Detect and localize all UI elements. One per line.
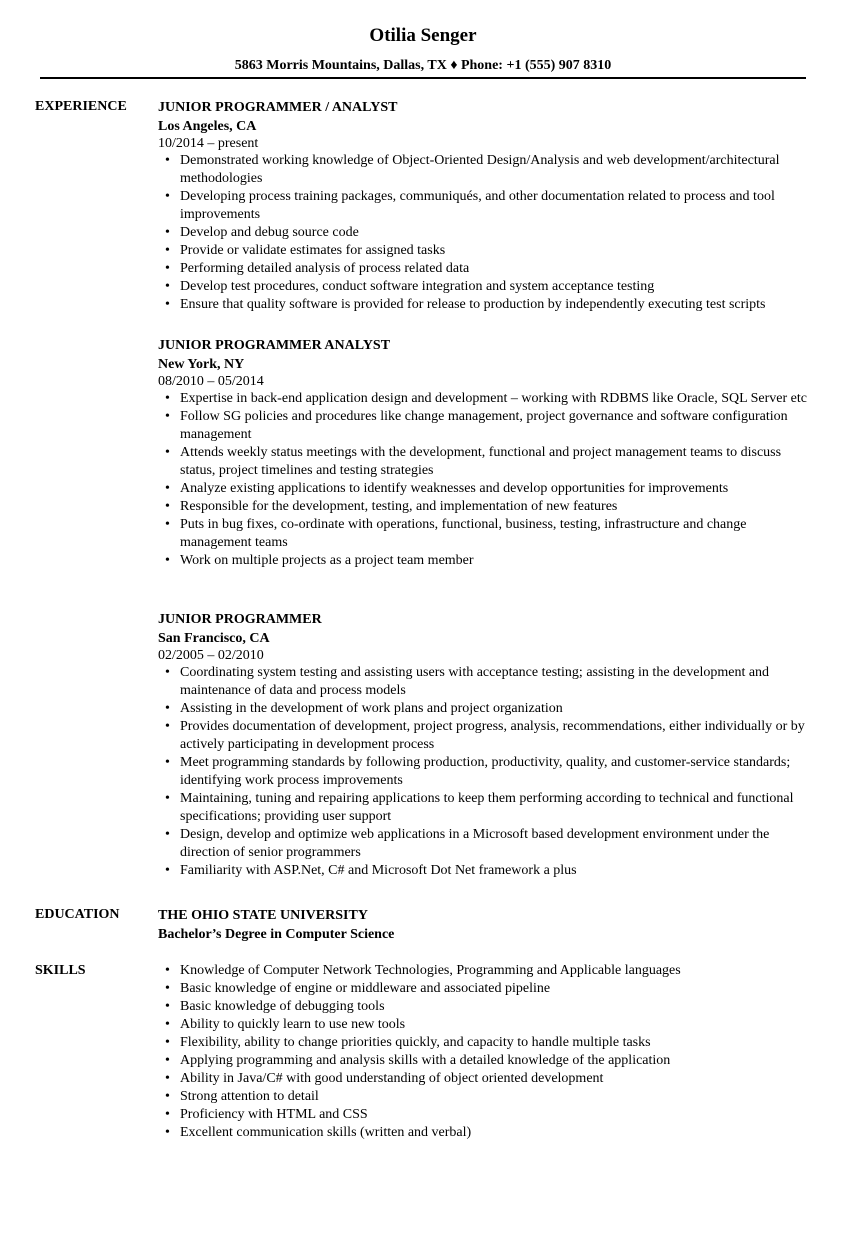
- job-2: [158, 336, 818, 570]
- job-1: [158, 98, 818, 314]
- degree: Bachelor’s Degree in Computer Science: [158, 927, 395, 942]
- job-location: New York, NY: [158, 357, 245, 372]
- job-dates: 02/2005 – 02/2010: [158, 648, 264, 663]
- list-item: • Ensure that quality software is provided for release to production by independently executing test scripts: [158, 296, 818, 314]
- list-item: • Expertise in back-end application design and development – working with RDBMS like Oracle, SQL Server etc: [158, 390, 818, 408]
- list-item: • Coordinating system testing and assisting users with acceptance testing; assisting in the development and maintenance of data and process models: [158, 664, 818, 700]
- list-item: • Puts in bug fixes, co-ordinate with operations, functional, business, testing, infrastructure and change management teams: [158, 516, 818, 552]
- resume-header: [40, 24, 806, 75]
- header-divider: [40, 77, 806, 79]
- list-item: • Ability to quickly learn to use new tools: [158, 1016, 818, 1034]
- job-dates: 10/2014 – present: [158, 136, 259, 151]
- job-location: Los Angeles, CA: [158, 119, 257, 134]
- list-item: • Follow SG policies and procedures like change management, project governance and software configuration management: [158, 408, 818, 444]
- list-item: • Applying programming and analysis skills with a detailed knowledge of the application: [158, 1052, 818, 1070]
- list-item: • Meet programming standards by following production, productivity, quality, and customer-service standards; identifying work process improvements: [158, 754, 818, 790]
- education-heading: EDUCATION: [35, 907, 120, 922]
- list-item: • Provide or validate estimates for assigned tasks: [158, 242, 818, 260]
- job-title: JUNIOR PROGRAMMER ANALYST: [158, 338, 391, 353]
- list-item: • Strong attention to detail: [158, 1088, 818, 1106]
- list-item: • Provides documentation of development, project progress, analysis, recommendations, either individually or by actively participating in development process: [158, 718, 818, 754]
- list-item: • Develop test procedures, conduct software integration and system acceptance testing: [158, 278, 818, 296]
- list-item: • Developing process training packages, communiqués, and other documentation related to process and tool improvements: [158, 188, 818, 224]
- list-item: • Assisting in the development of work plans and project organization: [158, 700, 818, 718]
- list-item: • Familiarity with ASP.Net, C# and Microsoft Dot Net framework a plus: [158, 862, 818, 880]
- education-entry: [158, 906, 818, 944]
- job-bullets: [158, 152, 818, 314]
- list-item: • Analyze existing applications to identify weaknesses and develop opportunities for improvements: [158, 480, 818, 498]
- list-item: • Maintaining, tuning and repairing applications to keep them performing according to technical and functional specifications; providing user support: [158, 790, 818, 826]
- list-item: • Design, develop and optimize web applications in a Microsoft based development environment under the direction of senior programmers: [158, 826, 818, 862]
- school-name: THE OHIO STATE UNIVERSITY: [158, 908, 368, 923]
- list-item: • Basic knowledge of engine or middleware and associated pipeline: [158, 980, 818, 998]
- list-item: • Knowledge of Computer Network Technologies, Programming and Applicable languages: [158, 962, 818, 980]
- list-item: • Basic knowledge of debugging tools: [158, 998, 818, 1016]
- list-item: • Demonstrated working knowledge of Object-Oriented Design/Analysis and web development/architectural methodologies: [158, 152, 818, 188]
- list-item: • Performing detailed analysis of process related data: [158, 260, 818, 278]
- list-item: • Attends weekly status meetings with the development, functional and project management teams to discuss status, project timelines and testing strategies: [158, 444, 818, 480]
- job-location: San Francisco, CA: [158, 631, 270, 646]
- contact-line: 5863 Morris Mountains, Dallas, TX ♦ Phone: +1 (555) 907 8310: [234, 58, 612, 73]
- job-title: JUNIOR PROGRAMMER: [158, 612, 322, 627]
- skills-bullets: [158, 962, 818, 1142]
- list-item: • Flexibility, ability to change priorities quickly, and capacity to handle multiple tasks: [158, 1034, 818, 1052]
- list-item: • Work on multiple projects as a project team member: [158, 552, 818, 570]
- job-dates: 08/2010 – 05/2014: [158, 374, 264, 389]
- skills-heading: SKILLS: [35, 963, 86, 978]
- skills-list: [158, 962, 818, 1142]
- job-title: JUNIOR PROGRAMMER / ANALYST: [158, 100, 398, 115]
- list-item: • Proficiency with HTML and CSS: [158, 1106, 818, 1124]
- list-item: • Ability in Java/C# with good understanding of object oriented development: [158, 1070, 818, 1088]
- list-item: • Excellent communication skills (written and verbal): [158, 1124, 818, 1142]
- experience-heading: EXPERIENCE: [35, 99, 127, 114]
- list-item: • Responsible for the development, testing, and implementation of new features: [158, 498, 818, 516]
- job-bullets: [158, 390, 818, 570]
- list-item: • Develop and debug source code: [158, 224, 818, 242]
- job-3: [158, 610, 818, 880]
- job-bullets: [158, 664, 818, 880]
- candidate-name: Otilia Senger: [369, 25, 477, 46]
